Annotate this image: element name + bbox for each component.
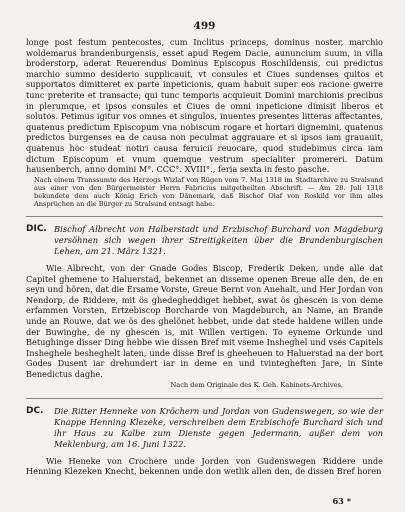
document-dic-text: Wie Albrecht, von der Gnade Godes Biscop, Frederik Deken, unde alle dat Capitel ghemene to Haluerstad, bekennet an disseme openen Breue alle den, de en seyn und hören, dat die Ersame Vorste, Greue Bernt von Anehalt, und Her Jordan von Nendorp, de Riddere, mit ös ghedegheddiget hebbet, swat ös ghescen is von deme erfammen Vorsten, Ertzebiscop Borcharde von Magdeburch, an Name, an Brande unde an Rouwe, dat we ös des ghelönet hebbet, unde dat stede haldene willen unde der Buwinghe, de ny ghescen is, mit Willen vertigen. To eyneme Orkunde und Betughinge disser Ding hebbe wie dissen Bref mit vseme Insheghel und vses Capitels Insheghele besheghelt laten, unde disse Bref is gheeheuen to Haluerstad na der bort Godes Dusent iar drehundert iar in deme en und tvintegheften Jare, in Sinte Benedictus daghe. bbox=[26, 263, 383, 380]
sheet-signature: 63 * bbox=[332, 496, 351, 506]
intro-paragraph: longe post festum pentecostes, cum Inclitus princeps, dominus noster, marchio woldemarus brandenburgensis, esset apud Regem Dacie, aununcium suum, in villa broderstorp, aderat Reuerendus Dominus Episcopus Roschildensis, cui predictus marchio summo desiderio supplicauit, vt consules et Ciues sundenses quitos et supportatos dimitteret ex parte inpeticionis, quam habuit super eos racione gwerre tunc preterite et transacte; qui tunc temporis acquieuit Domini marchionis precibus in plerumque, et ipsos consules et Ciues de omni inpeticione dimisit liberos et solutos. Petimus igitur vos omnes et singulos, inuentes presentes litteras affectantes, quatenus predictum Episcopum vna nobiscum rogare et hortari dignemini, quatenus predictos burgenses ea de causa non peculmat aggrauare et si ipsos iam grauauit, quatenus hoc studeat notiri causa feruicii reuocare, quod studebimus circa iam dictum Episcopum et vnum quemque vestrum specialiter promereri. Datum hausenberch, anno domini M°. CCC°. XVIII°., feria sexta in festo pasche. bbox=[26, 37, 383, 175]
document-dic-regest: Bischof Albrecht von Halberstadt und Erzbischof Burchard von Magdeburg versöhnen sich wegen ihrer Streitigkeiten über die Brandenburgischen Lehen, am 21. März 1321. bbox=[54, 224, 383, 257]
document-dc bbox=[26, 398, 383, 477]
document-dic-heading-row bbox=[26, 224, 383, 257]
document-dc-text: Wie Heneke von Crochere unde Jorden von Gudenswegen Riddere unde Henning Klezeken Knecht, bekennen unde don wetlik allen den, de dissen Bref horen bbox=[26, 455, 383, 477]
source-note: Nach einem Transsumte des Herzogs Wizlaf von Rügen vom 7. Mai 1318 im Stadtarchive zu Stralsund aus einer von den Bürgermeister Herrn Fabricius mitgetheilten Abschrift. — Am 28. Juli 1318 bekundete dem auch König Erich von Dänemark, daß Bischof Olaf von Roskild vor ihm alles Ansprüchen an die Bürger zu Stralsund entsagt habe. bbox=[34, 175, 383, 208]
document-dic-label: DIC. bbox=[26, 224, 47, 235]
document-dc-label: DC. bbox=[26, 405, 44, 416]
document-dc-heading-row bbox=[26, 406, 383, 450]
page-number: 499 bbox=[193, 20, 216, 32]
document-dc-regest: Die Ritter Henneke von Kröchern und Jordan von Gudenswegen, so wie der Knappe Henning Klezeke, verschreiben dem Erzbischofe Burchard sich und ihr Haus zu Kalbe zum Dienste gegen Jedermann, außer dem von Meklenburg, am 16. Juni 1322. bbox=[54, 405, 383, 449]
document-dic-source: Nach dem Originale des K. Geh. Kabinets-Archives. bbox=[170, 380, 343, 389]
document-dic bbox=[26, 216, 383, 390]
